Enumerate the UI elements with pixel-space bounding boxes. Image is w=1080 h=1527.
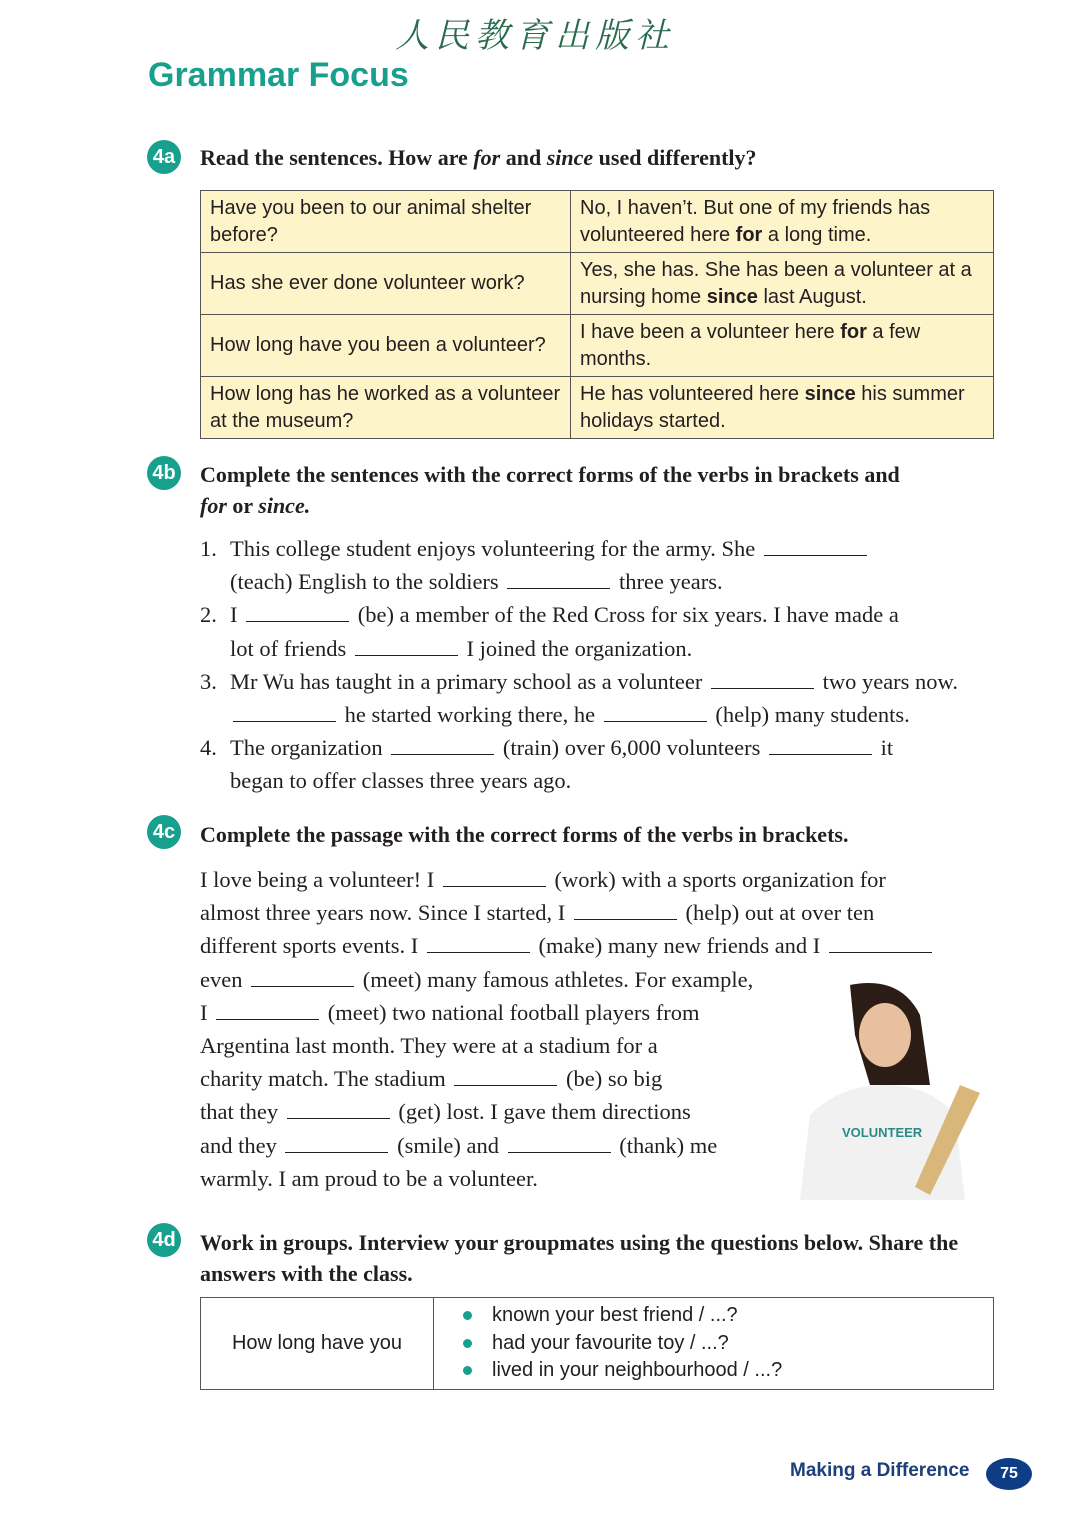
instruction-4b	[200, 459, 1000, 521]
line-text: it	[874, 735, 894, 761]
text: Read the sentences. How are	[200, 145, 474, 170]
answer-blank[interactable]	[829, 934, 932, 953]
keyword-for: for	[473, 145, 501, 170]
item-number: 2.	[200, 602, 217, 628]
exercise-4b-sentences	[200, 532, 1000, 798]
bullet-item: known your best friend / ...?	[463, 1302, 992, 1330]
answer-text: No, I haven’t. But one of my friends has volunteered here	[580, 196, 931, 246]
exercise-badge-4c: 4c	[147, 815, 181, 849]
line-text: I love being a volunteer! I	[200, 867, 440, 892]
question-cell: Have you been to our animal shelter before?	[201, 191, 571, 253]
answer-blank[interactable]	[287, 1100, 390, 1119]
volunteer-girl-image	[780, 975, 990, 1205]
line-text: I joined the organization.	[460, 635, 693, 661]
answer-blank[interactable]	[216, 1001, 319, 1020]
text-line	[200, 598, 1000, 631]
line-text: (meet) many famous athletes. For example,	[357, 966, 754, 992]
text-line	[200, 731, 1000, 764]
answer-blank[interactable]	[574, 901, 677, 920]
question-cell: Has she ever done volunteer work?	[201, 253, 571, 315]
line-text: (be) so big	[560, 1066, 663, 1092]
line-text: (smile) and	[391, 1132, 505, 1158]
answer-blank[interactable]	[427, 934, 530, 953]
item-number: 3.	[200, 668, 217, 694]
text-line	[200, 764, 1000, 797]
line-text: I	[200, 999, 214, 1025]
line-text: different sports events. I	[200, 933, 424, 959]
answer-blank[interactable]	[233, 703, 336, 722]
answer-cell	[571, 315, 994, 377]
answer-blank[interactable]	[285, 1134, 388, 1153]
answer-keyword: for	[840, 320, 867, 343]
line-text: lot of friends	[230, 635, 352, 661]
line-text: (work) with a sports organization for	[548, 867, 886, 892]
line-text: (teach) English to the soldiers	[230, 569, 505, 595]
line-text: I	[230, 602, 244, 628]
instruction-4a	[200, 142, 1000, 173]
line-text: charity match. The stadium	[200, 1066, 452, 1092]
answer-text: Yes, she has. She has been a volunteer at a nursing home	[580, 258, 972, 308]
answer-blank[interactable]	[246, 603, 349, 622]
publisher-logo: 人民教育出版社	[395, 16, 675, 56]
answer-cell	[571, 191, 994, 253]
text-line	[200, 863, 1000, 896]
line-text: (be) a member of the Red Cross for six years. I have made a	[352, 602, 899, 628]
text-line	[200, 632, 1000, 665]
line-text: almost three years now. Since I started, I	[200, 900, 571, 926]
text: or	[226, 493, 259, 518]
instruction-4c: Complete the passage with the correct forms of the verbs in brackets.	[200, 822, 849, 847]
answer-cell	[571, 377, 994, 439]
answer-blank[interactable]	[769, 736, 872, 755]
exercise-badge-4a: 4a	[147, 140, 181, 174]
answer-blank[interactable]	[507, 570, 610, 589]
answer-blank[interactable]	[355, 637, 458, 656]
bullet-item: had your favourite toy / ...?	[463, 1330, 992, 1358]
answer-text: a few months.	[580, 320, 921, 370]
exercise-badge-4b: 4b	[147, 456, 181, 490]
text-line	[200, 929, 1000, 962]
exercise-badge-4d: 4d	[147, 1223, 181, 1257]
line-text: The organization	[230, 735, 389, 761]
item-number: 4.	[200, 735, 217, 761]
line-text: and they	[200, 1132, 283, 1158]
answer-text: a long time.	[762, 223, 872, 246]
answer-text: last August.	[757, 285, 867, 308]
example-table-4a	[200, 190, 994, 439]
answer-keyword: since	[804, 382, 856, 405]
answer-blank[interactable]	[764, 537, 867, 556]
line-text: (get) lost. I gave them directions	[392, 1099, 691, 1125]
answer-text: He has volunteered here	[580, 382, 805, 405]
line-text: three years.	[613, 569, 723, 595]
question-cell: How long has he worked as a volunteer at the museum?	[201, 377, 571, 439]
answer-text: his summer holidays started.	[580, 382, 965, 432]
answer-text: I have been a volunteer here	[580, 320, 841, 343]
line-text: began to offer classes three years ago.	[230, 768, 572, 794]
unit-title: Making a Difference	[790, 1460, 970, 1481]
instruction-4d: Work in groups. Interview your groupmates using the questions below. Share the answers with the class.	[200, 1230, 959, 1286]
answer-blank[interactable]	[604, 703, 707, 722]
text: Complete the sentences with the correct forms of the verbs in brackets and	[200, 462, 900, 487]
line-text: Mr Wu has taught in a primary school as a volunteer	[230, 668, 708, 694]
line-text: even	[200, 966, 249, 992]
line-text: two years now.	[816, 668, 958, 694]
answer-keyword: since	[706, 285, 758, 308]
bullet-item: lived in your neighbourhood / ...?	[463, 1357, 992, 1385]
line-text: warmly. I am proud to be a volunteer.	[200, 1165, 538, 1191]
table-row	[201, 377, 994, 439]
shirt-text: VOLUNTEER	[842, 1125, 923, 1140]
text-line	[200, 896, 1000, 929]
keyword-since: since.	[258, 493, 311, 518]
table-row	[201, 191, 994, 253]
line-text: that they	[200, 1099, 284, 1125]
answer-blank[interactable]	[391, 736, 494, 755]
text-line	[200, 532, 1000, 565]
text-line	[200, 565, 1000, 598]
page-number: 75	[986, 1458, 1032, 1490]
answer-cell	[571, 253, 994, 315]
text: and	[500, 145, 547, 170]
answer-blank[interactable]	[454, 1067, 557, 1086]
line-text: (thank) me	[613, 1132, 718, 1158]
answer-blank[interactable]	[711, 670, 814, 689]
line-text: Argentina last month. They were at a stadium for a	[200, 1032, 658, 1058]
keyword-for: for	[200, 493, 227, 518]
question-endings	[435, 1302, 992, 1385]
answer-blank[interactable]	[251, 968, 354, 987]
line-text: (help) many students.	[709, 701, 910, 727]
section-title: Grammar Focus	[148, 56, 409, 94]
question-cell: How long have you been a volunteer?	[201, 315, 571, 377]
keyword-since: since	[546, 145, 594, 170]
table-row	[201, 315, 994, 377]
text-line	[200, 665, 1000, 698]
interview-table-4d	[200, 1297, 994, 1390]
answer-blank[interactable]	[443, 868, 546, 887]
table-row	[201, 253, 994, 315]
line-text: This college student enjoys volunteering for the army. She	[230, 536, 761, 561]
line-text: (train) over 6,000 volunteers	[497, 735, 766, 761]
line-text: (make) many new friends and I	[532, 933, 826, 959]
line-text: (help) out at over ten	[679, 900, 875, 926]
text: used differently?	[593, 145, 757, 170]
text-line	[200, 698, 1000, 731]
question-stem: How long have you	[201, 1298, 434, 1390]
answer-keyword: for	[735, 223, 763, 246]
answer-blank[interactable]	[508, 1134, 611, 1153]
item-number: 1.	[200, 536, 217, 561]
line-text: (meet) two national football players from	[322, 999, 700, 1025]
line-text: he started working there, he	[339, 701, 601, 727]
